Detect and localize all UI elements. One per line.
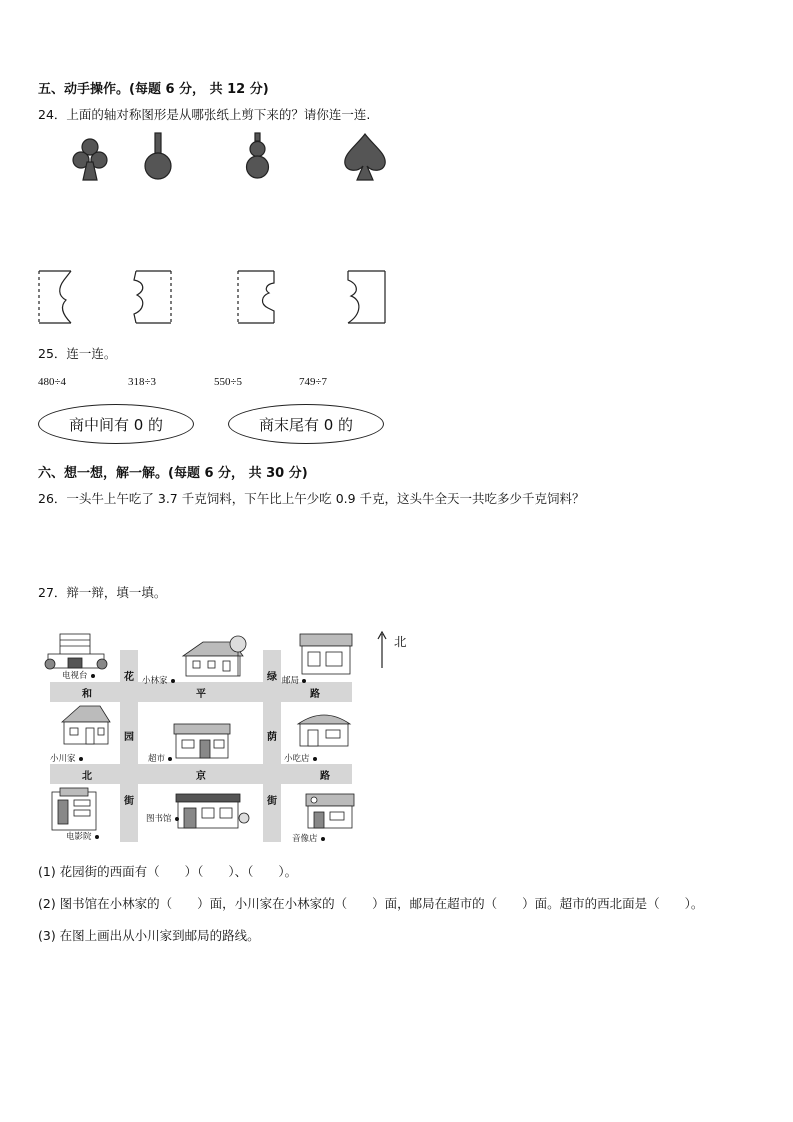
q27-sub1: (1) 花园街的西面有（ ）（ ）、（ ）。 (38, 864, 298, 879)
expr-3: 550÷5 (214, 376, 243, 388)
gourd-shape-icon (247, 133, 269, 178)
road-heping-3: 路 (310, 689, 320, 700)
label-cinema: 电影院 (66, 830, 99, 842)
q24-shapes (30, 130, 390, 190)
q27-sub3: (3) 在图上画出从小川家到邮局的路线。 (38, 928, 260, 943)
road-lvyin-2: 荫 (267, 732, 277, 743)
expr-2: 318÷3 (128, 376, 157, 388)
road-huayuan-1: 花 (124, 672, 134, 683)
road-lvyin-1: 绿 (267, 672, 277, 683)
label-xiaolin: 小林家 (142, 674, 175, 686)
expr-4: 749÷7 (299, 376, 328, 388)
oval-end-zero: 商末尾有 0 的 (228, 404, 384, 444)
road-huayuan-2: 园 (124, 732, 134, 743)
town-map (38, 628, 358, 846)
road-heping-1: 和 (82, 689, 92, 700)
library-icon (176, 794, 249, 828)
north-arrow-icon (376, 630, 388, 670)
snack-shop-icon (298, 715, 350, 746)
label-xiaochuan: 小川家 (50, 752, 83, 764)
q24-papers (36, 268, 396, 328)
map-roads (38, 628, 358, 846)
label-snack: 小吃店 (284, 752, 317, 764)
label-library: 图书馆 (146, 812, 179, 824)
club-shape-icon (73, 139, 107, 180)
label-market: 超市 (148, 752, 172, 764)
music-shop-icon (306, 794, 354, 828)
q24-text: 24．上面的轴对称图形是从哪张纸上剪下来的？请你连一连. (38, 107, 371, 122)
label-post: 邮局 (282, 674, 306, 686)
expr-1: 480÷4 (38, 376, 67, 388)
q27-sub2: (2) 图书馆在小林家的（ ）面，小川家在小林家的（ ）面，邮局在超市的（ ）面。超市的西北面是（ ）。 (38, 896, 704, 911)
label-tv: 电视台 (62, 669, 95, 681)
cinema-icon (52, 788, 96, 830)
section6-title: 六、想一想，解一解。(每题 6 分， 共 30 分) (38, 466, 308, 481)
supermarket-icon (174, 724, 230, 758)
paper-3 (238, 271, 274, 323)
road-beijing-1: 北 (82, 771, 92, 782)
q26-text: 26．一头牛上午吃了 3.7 千克饲料，下午比上午少吃 0.9 千克，这头牛全天一共吃多少千克饲料？ (38, 491, 585, 506)
road-lvyin-3: 街 (267, 796, 277, 807)
section5-title: 五、动手操作。(每题 6 分， 共 12 分) (38, 82, 269, 97)
road-huayuan-3: 街 (124, 796, 134, 807)
post-office-icon (300, 634, 352, 674)
oval-middle-zero: 商中间有 0 的 (38, 404, 194, 444)
q27-text: 27．辩一辩，填一填。 (38, 585, 167, 600)
tv-station-icon (45, 634, 107, 669)
xiaolin-house-icon (183, 636, 246, 676)
spade-shape-icon (345, 134, 385, 180)
road-beijing-2: 京 (196, 771, 206, 782)
xiaochuan-house-icon (62, 706, 110, 744)
q25-text: 25．连一连。 (38, 346, 117, 361)
pan-shape-icon (145, 133, 171, 179)
road-beijing-3: 路 (320, 771, 330, 782)
paper-2 (134, 271, 171, 323)
north-label: 北 (394, 634, 407, 649)
road-heping-2: 平 (196, 689, 206, 700)
paper-4 (348, 271, 385, 323)
label-music: 音像店 (292, 832, 325, 844)
paper-1 (39, 271, 71, 323)
